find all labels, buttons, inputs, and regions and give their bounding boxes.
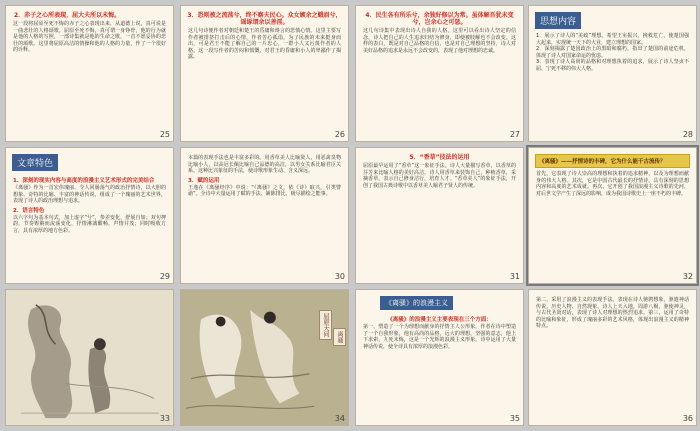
slide-heading: 4．民生各有所乐兮，余独好修以为常。虽体解吾犹未变兮，岂余心之可惩。: [365, 12, 514, 26]
slide-heading: 3．恐则被之流荡兮，终不察夫民心。众女嫉余之蛾眉兮，谣诼谓余以善淫。: [187, 12, 342, 26]
slide-number: 34: [334, 414, 345, 423]
slide-thumbnail-30[interactable]: [180, 147, 349, 284]
slide-thumbnail-32[interactable]: [528, 147, 697, 284]
slide-body: 第二，采用了浪漫主义的表现手法。表现在诗人驰骋想象，驱遣神话传说，历史人物、自然现象。诗人上天入地，周游八极，驱使神灵，与古代圣贤对话，表现了诗人对理想的热烈追求。第三，运用了奇特的比喻和象征，形成了瑰丽多彩的艺术风格，体现出浪漫主义的精神特点。: [536, 297, 689, 329]
slide-thumbnail-35[interactable]: [355, 289, 524, 426]
slide-title: 文章特色: [12, 154, 58, 171]
slide-body: 1．展示了诗人的“美政”理想。希望王室振兴，挽救危亡，使楚国强大起来，实现统一天下的大业，建立理想的国家。 2．深刻揭露了楚国政治上的黑暗和腐朽，指出了楚国的前途危机，体现了诗人对国家命运的忧虑。 3．表现了诗人高尚的品格和对理想执着的追求，展示了诗人坚贞不屈、宁死不移的伟大人格。: [536, 33, 689, 72]
slide-heading: 2．赤子之心所表现，屈大夫所以未悔。: [14, 12, 121, 19]
vertical-caption-stamp: 屈原天问: [319, 310, 332, 340]
slide-number: 36: [682, 414, 693, 423]
slide-number: 31: [509, 272, 520, 281]
slide-thumbnail-33[interactable]: [5, 289, 174, 426]
slide-number: 33: [159, 414, 170, 423]
slide-thumbnail-26[interactable]: [180, 5, 349, 142]
slide-thumbnail-28[interactable]: [528, 5, 697, 142]
slide-number: 26: [334, 130, 345, 139]
slide-body: 王逸在《离骚经序》中说：“《离骚》之文，依《诗》取兴，引类譬谕”。全诗中大量运用了赋的手法，铺陈排比，极尽描绘之能事。: [188, 184, 341, 197]
slide-number: 27: [509, 130, 520, 139]
slide-number: 32: [682, 272, 693, 281]
slide-body: 第一，塑造了一个为理想而献身的抒情主人公形象。作者在诗中塑造了一个自我形象，他有高尚的品格，远大的理想，坚强的意志，他上下求索，九死未悔，这是一个光辉的浪漫主义形象。诗中运用了大量神话传说，使全诗具有浓厚的浪漫色彩。: [363, 324, 516, 350]
slide-body: 本篇的表现手法也是丰富多彩的。用香草美人比喻贤人，用恶禽臭物比喻小人，以高冠长佩比喻自己品德的高洁，以男女关系比喻君臣关系。这种比兴象征的手法，使诗歌形象生动、含义深远。: [188, 155, 341, 174]
slide-heading: 5．“香草”技法的运用: [409, 154, 470, 161]
slide-body: 这一段将屈原至死不悔的赤子之心表现出来，从道德上说，真可说是一曲悲壮的人格颂歌。屈原至死不悔，真可谓一身铮骨，他的行为就是他的人格的写照，一部诗集就是他的生命之歌，一首不愿妥协的悲壮的颂歌。这里将屈原高洁的情操和他的人格的力量，作了一个很好的诠释。: [13, 21, 166, 53]
slide-number: 35: [509, 414, 520, 423]
slide-body: 这几句诗集中表现出诗人自我的人格。这里可以看出诗人坚定的信念，诗人把自己的人生追求归结为修身，即使被肢解也不会改变。这样的表白，既是对自己品格的自信，也是对自己理想的坚持，诗人对美好品格的追求是永远不会改变的，表现了他对理想的忠诚。: [363, 28, 516, 54]
slide-title: 思想内容: [535, 12, 581, 29]
slide-title: 《离骚》的浪漫主义: [380, 296, 453, 310]
slide-subtitle: 3．赋的运用: [188, 177, 220, 184]
slide-number: 25: [159, 130, 170, 139]
slide-thumbnail-31[interactable]: [355, 147, 524, 284]
slide-heading: 《离骚》——抒情诗的丰碑，它为什么能千古流传？: [535, 154, 690, 168]
vertical-caption-stamp: 离骚: [333, 328, 346, 346]
slide-body: 以六字句为基本句式，加上虚字“兮”，参差变化，舒展自如；双句押韵，节奏铿锵而流荡变化，抒情淋漓酣畅，声情并茂；同时吸收方言，具有浓厚的地方色彩。: [13, 214, 166, 234]
qu-yuan-painting-image: [6, 290, 173, 425]
slide-body: 首先，它表现了诗人崇高的理想和执着的追求精神，以及为理想而献身的伟大人格。其次，它是中国古代最长的抒情诗，具有深刻的思想内容和高度的艺术成就。再次，它开创了我国浪漫主义诗歌的先河，对后世文学产生了深远的影响，成为我国诗歌史上一座不朽的丰碑。: [536, 171, 689, 197]
slide-thumbnail-29[interactable]: [5, 147, 174, 284]
slide-body: 《离骚》作为一首宏伟瑰丽、令人回肠荡气的政治抒情诗，以大胆的想象、奇特的比喻、丰富的神话传说，组成了一个瑰丽的艺术世界，表现了诗人的政治理想与追求。: [13, 185, 166, 204]
slide-thumbnail-27[interactable]: [355, 5, 524, 142]
slide-thumbnail-36[interactable]: [528, 289, 697, 426]
slide-thumbnail-34[interactable]: [180, 289, 349, 426]
slide-thumbnail-25[interactable]: [5, 5, 174, 142]
slide-body: 这几句诗便作者对朝廷和楚王的昏庸和谗言的悲愤心情。这里主要写作者被排挤打击后的心情，作者苦心孤诣，为了民族的未来挺身而出，可是君王不能了解自己的一片忠心，一群小人又污蔑作者的人格。这一段写作者的苦闷和愤慨，对君王的昏庸和小人的卑鄙作了揭露。: [188, 28, 341, 60]
slide-number: 29: [159, 272, 170, 281]
slide-subtitle: 《离骚》的浪漫主义主要表现在三个方面：: [387, 317, 492, 323]
slide-subtitle: 2．语言特色: [13, 207, 45, 214]
slide-number: 28: [682, 130, 693, 139]
slide-number: 30: [334, 272, 345, 281]
slide-body: 屈原最早运用了“香草”这一象征手法。诗人大量描写香草，以香草的芬芳来比喻人格的美好高洁。诗人用香草来装饰自己，种植香草，采摘香草，表示自己修身洁行，培育人才。“香草美人”的象征手法，开创了我国古典诗歌中以香草美人喻君子贤人的传统。: [363, 163, 516, 189]
slide-subtitle: 1．深刻的现实内容与高度的浪漫主义艺术形式的完美结合: [13, 178, 155, 184]
